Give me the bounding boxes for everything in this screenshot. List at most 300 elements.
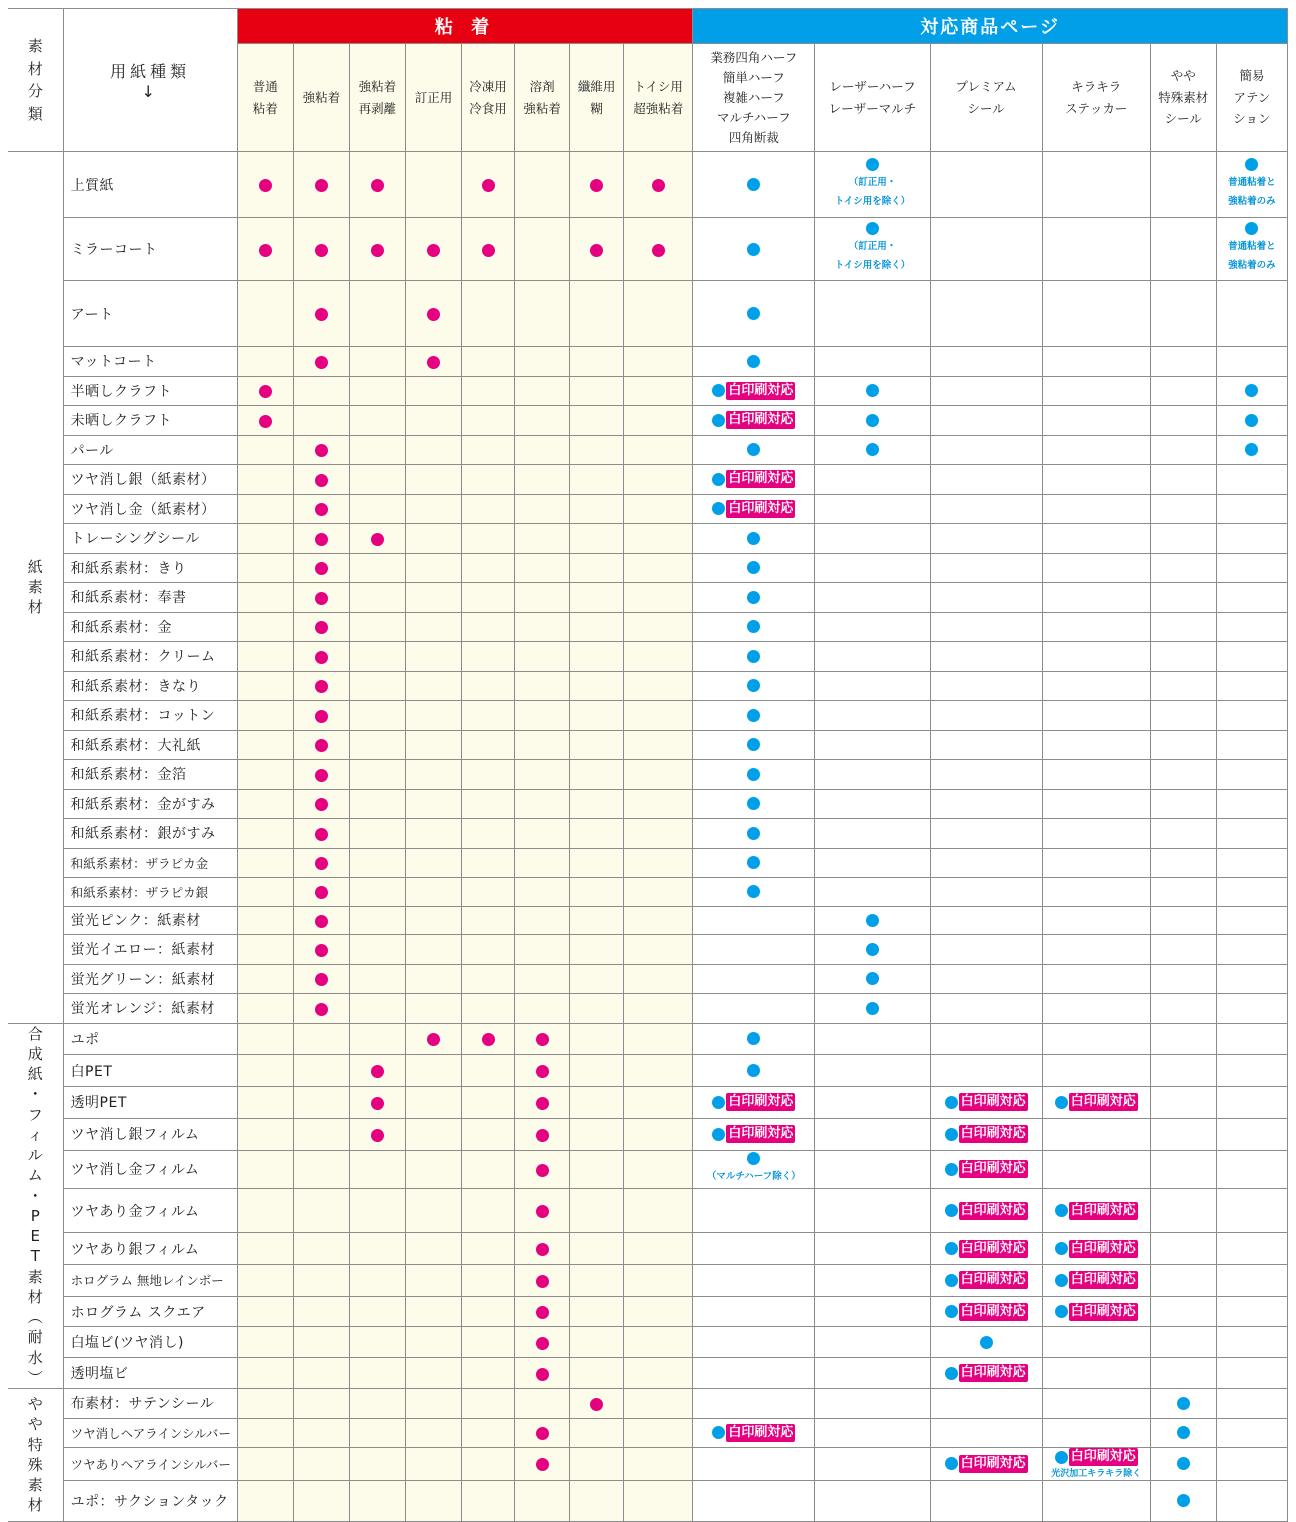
product-cell — [930, 671, 1042, 701]
product-cell — [1042, 1188, 1150, 1232]
product-mark — [1217, 443, 1287, 456]
product-cell — [815, 1480, 930, 1521]
adhesion-cell — [624, 583, 693, 613]
product-note-line: 強粘着のみ — [1228, 260, 1276, 271]
supported-dot-icon — [427, 1033, 440, 1046]
product-mark — [931, 1125, 1042, 1143]
adhesion-cell — [293, 1480, 349, 1521]
adhesion-cell — [462, 701, 515, 731]
adhesion-cell — [462, 1358, 515, 1389]
product-cell — [1042, 701, 1150, 731]
product-cell — [1042, 994, 1150, 1024]
product-cell — [1042, 494, 1150, 524]
supported-dot-icon — [315, 798, 328, 811]
supported-dot-icon — [1177, 1457, 1190, 1470]
product-cell — [693, 730, 815, 760]
adhesion-column-header — [515, 44, 570, 152]
adhesion-cell — [570, 152, 624, 218]
adhesion-cell — [405, 1055, 461, 1087]
paper-type-name: 未晒しクラフト — [63, 406, 237, 436]
adhesion-cell — [293, 1150, 349, 1188]
adhesion-cell — [515, 1087, 570, 1119]
white-print-label: 白印刷対応 — [728, 1424, 794, 1440]
table-row — [8, 701, 1288, 731]
product-cell — [693, 218, 815, 281]
adhesion-cell — [624, 671, 693, 701]
adhesion-cell — [624, 435, 693, 465]
adhesion-cell — [237, 494, 293, 524]
product-cell — [1216, 848, 1287, 878]
product-cell — [1216, 1150, 1287, 1188]
supported-dot-icon — [945, 1305, 958, 1318]
product-cell — [1216, 1188, 1287, 1232]
product-cell — [1150, 376, 1216, 406]
product-mark — [1151, 1494, 1216, 1507]
product-cell — [930, 1448, 1042, 1481]
adhesion-cell — [515, 376, 570, 406]
product-cell — [693, 347, 815, 377]
adhesion-cell — [237, 435, 293, 465]
product-cell — [930, 1418, 1042, 1448]
adhesion-cell — [349, 1480, 405, 1521]
adhesion-cell — [293, 964, 349, 994]
adhesion-cell — [515, 1233, 570, 1265]
table-row — [8, 612, 1288, 642]
supported-dot-icon — [315, 308, 328, 321]
product-cell — [930, 1188, 1042, 1232]
adhesion-cell — [349, 281, 405, 347]
product-cell — [1042, 1264, 1150, 1296]
product-mark — [693, 768, 814, 781]
supported-dot-icon — [536, 1033, 549, 1046]
adhesion-cell — [349, 1327, 405, 1358]
supported-dot-icon — [1245, 384, 1258, 397]
adhesion-cell — [237, 906, 293, 935]
supported-dot-icon — [315, 769, 328, 782]
product-cell — [1042, 612, 1150, 642]
white-print-badge — [1055, 1303, 1138, 1321]
product-column-header[interactable] — [1042, 44, 1150, 152]
product-cell — [930, 935, 1042, 965]
adhesion-cell — [570, 406, 624, 436]
product-cell — [1150, 642, 1216, 672]
supported-dot-icon — [712, 1096, 725, 1109]
table-row — [8, 435, 1288, 465]
adhesion-cell — [237, 612, 293, 642]
table-row — [8, 935, 1288, 965]
adhesion-column-label: 粘着 — [252, 100, 278, 116]
adhesion-cell — [624, 1296, 693, 1327]
adhesion-cell — [237, 848, 293, 878]
adhesion-cell — [349, 1389, 405, 1419]
supported-dot-icon — [747, 1032, 760, 1045]
supported-dot-icon — [536, 1458, 549, 1471]
table-row — [8, 1087, 1288, 1119]
product-mark — [931, 1455, 1042, 1473]
product-cell — [815, 281, 930, 347]
product-cell — [815, 347, 930, 377]
adhesion-cell — [570, 906, 624, 935]
product-cell — [1150, 671, 1216, 701]
adhesion-cell — [462, 1087, 515, 1119]
product-note-line: 強粘着のみ — [1228, 195, 1276, 207]
adhesion-cell — [349, 760, 405, 790]
product-cell — [1216, 524, 1287, 554]
adhesion-cell — [624, 1448, 693, 1481]
product-cell — [1216, 1055, 1287, 1087]
product-note-line: （訂正用・ — [848, 176, 897, 188]
adhesion-cell — [293, 671, 349, 701]
adhesion-column-header — [237, 44, 293, 152]
product-cell — [1150, 964, 1216, 994]
white-print-badge — [712, 382, 795, 400]
supported-dot-icon — [747, 827, 760, 840]
product-mark — [693, 532, 814, 545]
supported-dot-icon — [590, 1398, 603, 1411]
product-note — [835, 238, 911, 275]
adhesion-cell — [515, 906, 570, 935]
adhesion-cell — [570, 281, 624, 347]
product-cell — [930, 376, 1042, 406]
product-cell — [1216, 671, 1287, 701]
product-cell — [930, 494, 1042, 524]
adhesion-cell — [624, 701, 693, 731]
product-column-label: 簡単ハーフ — [722, 69, 785, 85]
product-cell — [693, 281, 815, 347]
product-mark — [1043, 1448, 1150, 1480]
product-cell — [1042, 1389, 1150, 1419]
supported-dot-icon — [945, 1367, 958, 1380]
product-cell — [693, 1296, 815, 1327]
product-column-label: レーザーハーフ — [829, 78, 916, 94]
adhesion-column-header — [624, 44, 693, 152]
product-cell — [1216, 935, 1287, 965]
supported-dot-icon — [747, 178, 760, 191]
product-note-line: 普通粘着と — [1228, 176, 1276, 188]
adhesion-cell — [293, 1233, 349, 1265]
product-cell — [930, 553, 1042, 583]
product-cell — [1216, 218, 1287, 281]
adhesion-cell — [349, 878, 405, 907]
product-cell — [1150, 1389, 1216, 1419]
supported-dot-icon — [747, 709, 760, 722]
paper-type-name: ツヤあり金フィルム — [63, 1188, 237, 1232]
product-column-label: シール — [967, 100, 1005, 116]
adhesion-cell — [570, 642, 624, 672]
product-column-header[interactable] — [1150, 44, 1216, 152]
adhesion-cell — [349, 1023, 405, 1055]
adhesion-cell — [349, 848, 405, 878]
adhesion-cell — [570, 994, 624, 1024]
adhesion-cell — [237, 406, 293, 436]
category-label: や や 特 殊 素 材 — [8, 1389, 63, 1522]
supported-dot-icon — [747, 355, 760, 368]
product-mark — [693, 1152, 814, 1187]
product-mark — [931, 1240, 1042, 1258]
product-mark — [693, 243, 814, 256]
supported-dot-icon — [482, 1033, 495, 1046]
white-print-label: 白印刷対応 — [1070, 1202, 1136, 1218]
product-mark — [693, 178, 814, 191]
product-cell — [815, 1188, 930, 1232]
product-cell — [1150, 1264, 1216, 1296]
product-cell — [693, 612, 815, 642]
adhesion-cell — [405, 583, 461, 613]
adhesion-cell — [237, 524, 293, 554]
white-print-badge — [1055, 1448, 1138, 1466]
adhesion-cell — [405, 524, 461, 554]
table-row — [8, 524, 1288, 554]
supported-dot-icon — [866, 914, 879, 927]
adhesion-cell — [515, 730, 570, 760]
adhesion-cell — [624, 406, 693, 436]
table-row — [8, 1358, 1288, 1389]
product-cell — [930, 435, 1042, 465]
category-label: 合 成 紙 ・ フ ィ ル ム ・ P E T 素 材 ︵ 耐 水 ︶ — [8, 1023, 63, 1389]
product-mark — [693, 1032, 814, 1045]
paper-type-name: 和紙系素材：クリーム — [63, 642, 237, 672]
product-column-label: やや — [1170, 67, 1196, 83]
adhesion-cell — [624, 906, 693, 935]
product-column-header[interactable] — [930, 44, 1042, 152]
adhesion-cell — [237, 935, 293, 965]
supported-dot-icon — [747, 561, 760, 574]
product-cell — [1150, 1150, 1216, 1188]
supported-dot-icon — [747, 243, 760, 256]
supported-dot-icon — [259, 244, 272, 257]
adhesion-cell — [570, 701, 624, 731]
supported-dot-icon — [315, 886, 328, 899]
product-cell — [693, 1150, 815, 1188]
paper-type-name: 和紙系素材：コットン — [63, 701, 237, 731]
product-cell — [1150, 1233, 1216, 1265]
adhesion-cell — [349, 1087, 405, 1119]
product-mark — [1151, 1397, 1216, 1410]
table-row — [8, 906, 1288, 935]
product-cell — [1216, 152, 1287, 218]
product-cell — [693, 1389, 815, 1419]
adhesion-cell — [349, 406, 405, 436]
product-cell — [930, 281, 1042, 347]
white-print-label: 白印刷対応 — [960, 1161, 1026, 1177]
product-note-line: 普通粘着と — [1228, 241, 1276, 253]
supported-dot-icon — [1055, 1305, 1068, 1318]
adhesion-cell — [515, 152, 570, 218]
supported-dot-icon — [747, 797, 760, 810]
adhesion-cell — [237, 1327, 293, 1358]
supported-dot-icon — [536, 1368, 549, 1381]
adhesion-cell — [515, 1389, 570, 1419]
adhesion-cell — [515, 1480, 570, 1521]
paper-type-name: 蛍光オレンジ：紙素材 — [63, 994, 237, 1024]
supported-dot-icon — [315, 944, 328, 957]
supported-dot-icon — [1055, 1096, 1068, 1109]
supported-dot-icon — [259, 385, 272, 398]
adhesion-cell — [570, 1327, 624, 1358]
product-mark — [693, 411, 814, 429]
adhesion-cell — [405, 1188, 461, 1232]
adhesion-cell — [570, 1188, 624, 1232]
product-cell — [930, 1327, 1042, 1358]
adhesion-cell — [405, 1233, 461, 1265]
supported-dot-icon — [590, 244, 603, 257]
adhesion-cell — [293, 465, 349, 495]
adhesion-cell — [515, 281, 570, 347]
adhesion-cell — [349, 1150, 405, 1188]
adhesion-cell — [237, 553, 293, 583]
product-cell — [693, 376, 815, 406]
adhesion-cell — [515, 583, 570, 613]
product-cell — [1150, 1480, 1216, 1521]
product-cell — [1042, 553, 1150, 583]
product-cell — [693, 1023, 815, 1055]
adhesion-cell — [624, 218, 693, 281]
adhesion-cell — [349, 1418, 405, 1448]
adhesion-cell — [462, 1448, 515, 1481]
product-column-header[interactable] — [693, 44, 815, 152]
white-print-label: 白印刷対応 — [960, 1272, 1026, 1288]
adhesion-cell — [293, 819, 349, 849]
adhesion-cell — [237, 1296, 293, 1327]
product-mark — [693, 591, 814, 604]
paper-type-heading — [63, 9, 237, 152]
adhesion-column-label: 強粘着 — [302, 89, 341, 105]
product-mark — [931, 1336, 1042, 1349]
adhesion-cell — [570, 1389, 624, 1419]
product-cell — [1216, 494, 1287, 524]
adhesion-cell — [237, 994, 293, 1024]
adhesion-cell — [570, 1448, 624, 1481]
product-cell — [1150, 935, 1216, 965]
adhesion-cell — [624, 878, 693, 907]
product-mark — [693, 709, 814, 722]
compatibility-table — [8, 8, 1288, 1522]
adhesion-cell — [405, 906, 461, 935]
product-column-header[interactable] — [815, 44, 930, 152]
product-cell — [930, 878, 1042, 907]
product-cell — [1042, 1087, 1150, 1119]
adhesion-cell — [624, 1055, 693, 1087]
adhesion-cell — [515, 1296, 570, 1327]
table-row — [8, 964, 1288, 994]
product-column-label: 簡易 — [1239, 67, 1265, 83]
adhesion-cell — [570, 1480, 624, 1521]
product-cell — [1150, 848, 1216, 878]
product-column-header[interactable] — [1216, 44, 1287, 152]
paper-type-name: ツヤ消し銀（紙素材） — [63, 465, 237, 495]
adhesion-cell — [405, 760, 461, 790]
product-cell — [693, 671, 815, 701]
table-row — [8, 1264, 1288, 1296]
adhesion-cell — [624, 347, 693, 377]
product-cell — [1042, 935, 1150, 965]
product-cell — [1216, 730, 1287, 760]
product-cell — [693, 435, 815, 465]
table-row — [8, 878, 1288, 907]
product-note — [707, 1168, 801, 1187]
adhesion-cell — [462, 789, 515, 819]
supported-dot-icon — [747, 768, 760, 781]
product-mark — [1043, 1093, 1150, 1111]
adhesion-cell — [349, 819, 405, 849]
adhesion-cell — [570, 935, 624, 965]
white-print-label: 白印刷対応 — [728, 382, 794, 398]
product-cell — [1042, 1055, 1150, 1087]
adhesion-cell — [293, 347, 349, 377]
supported-dot-icon — [747, 885, 760, 898]
table-row — [8, 376, 1288, 406]
adhesion-cell — [570, 819, 624, 849]
adhesion-cell — [624, 964, 693, 994]
adhesion-column-header — [570, 44, 624, 152]
paper-type-heading-label: 用紙種類 — [110, 62, 191, 81]
product-cell — [815, 1389, 930, 1419]
supported-dot-icon — [712, 1426, 725, 1439]
adhesion-cell — [462, 994, 515, 1024]
product-cell — [1150, 612, 1216, 642]
adhesion-cell — [624, 494, 693, 524]
product-cell — [1042, 878, 1150, 907]
product-cell — [1042, 789, 1150, 819]
product-cell — [1042, 848, 1150, 878]
paper-type-name: アート — [63, 281, 237, 347]
product-mark — [931, 1364, 1042, 1382]
adhesion-cell — [237, 1188, 293, 1232]
adhesion-cell — [237, 1480, 293, 1521]
adhesion-cell — [624, 994, 693, 1024]
product-cell — [1042, 435, 1150, 465]
supported-dot-icon — [315, 828, 328, 841]
product-cell — [930, 524, 1042, 554]
supported-dot-icon — [945, 1128, 958, 1141]
table-row — [8, 1233, 1288, 1265]
white-print-label: 白印刷対応 — [1070, 1272, 1136, 1288]
adhesion-cell — [349, 730, 405, 760]
product-mark — [693, 620, 814, 633]
product-column-label: 業務四角ハーフ — [710, 49, 798, 65]
product-cell — [815, 1448, 930, 1481]
product-column-label: ステッカー — [1065, 100, 1128, 116]
product-cell — [1216, 642, 1287, 672]
adhesion-cell — [237, 376, 293, 406]
adhesion-cell — [405, 964, 461, 994]
adhesion-cell — [349, 1233, 405, 1265]
adhesion-cell — [462, 281, 515, 347]
adhesion-cell — [570, 1055, 624, 1087]
supported-dot-icon — [371, 244, 384, 257]
product-mark — [693, 650, 814, 663]
product-cell — [815, 994, 930, 1024]
product-cell — [1216, 281, 1287, 347]
adhesion-cell — [237, 964, 293, 994]
adhesion-cell — [462, 642, 515, 672]
white-print-badge — [945, 1160, 1028, 1178]
adhesion-cell — [515, 347, 570, 377]
adhesion-cell — [462, 435, 515, 465]
supported-dot-icon — [371, 1129, 384, 1142]
adhesion-cell — [462, 935, 515, 965]
product-cell — [1042, 347, 1150, 377]
adhesion-cell — [570, 730, 624, 760]
product-cell — [1216, 465, 1287, 495]
adhesion-cell — [405, 848, 461, 878]
adhesion-cell — [405, 494, 461, 524]
table-row — [8, 819, 1288, 849]
white-print-label: 白印刷対応 — [1070, 1449, 1136, 1464]
white-print-label: 白印刷対応 — [960, 1240, 1026, 1256]
table-row — [8, 1118, 1288, 1150]
adhesion-cell — [349, 1188, 405, 1232]
